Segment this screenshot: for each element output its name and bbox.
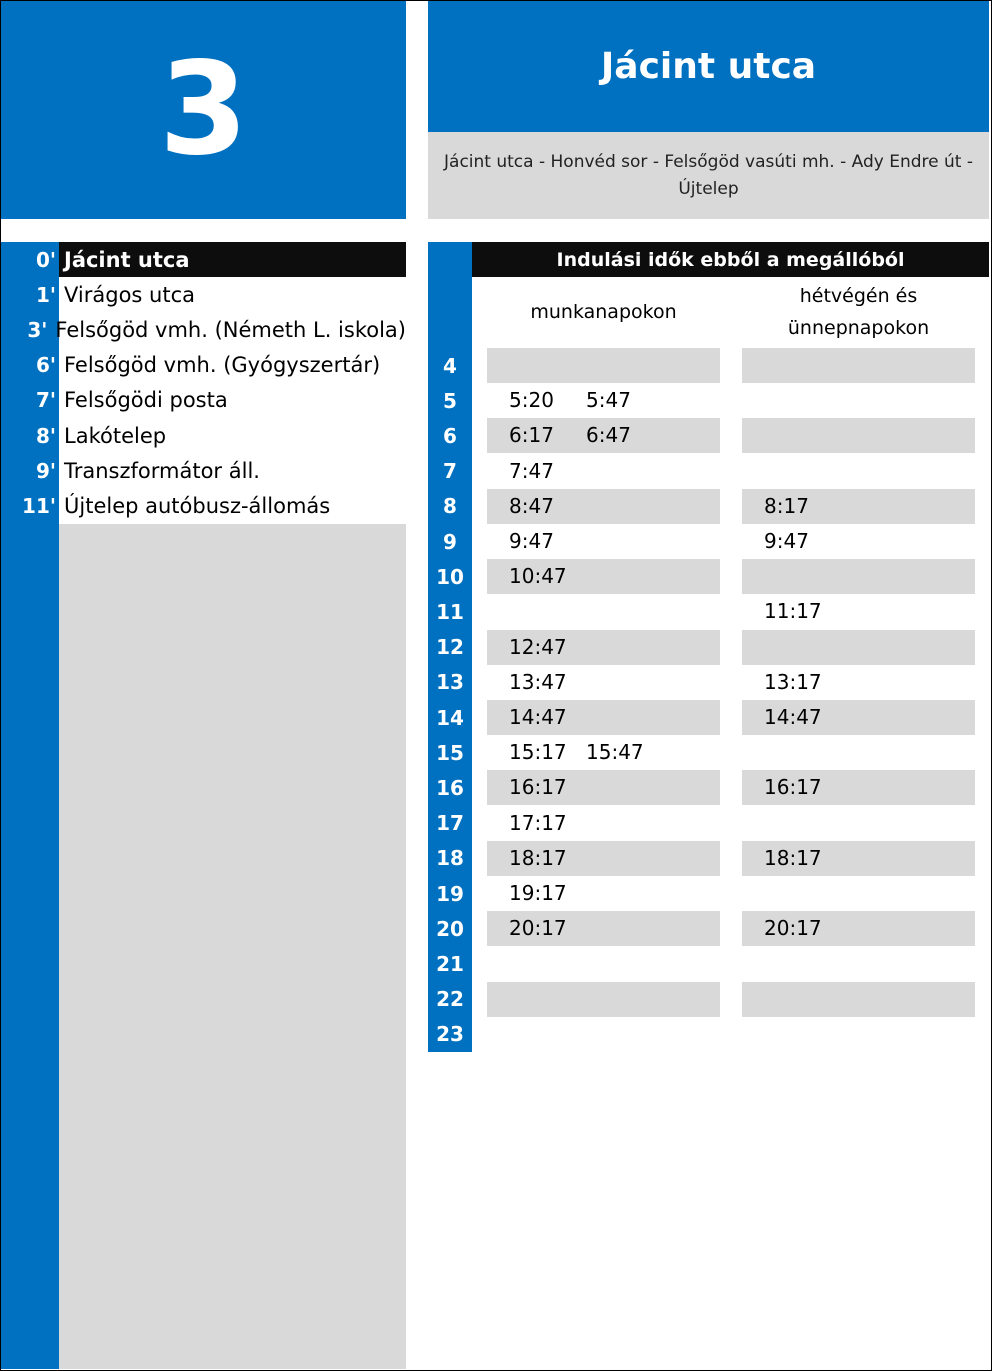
departure-time: 13:17	[764, 669, 822, 694]
weekend-cell	[742, 806, 975, 841]
hour-label: 17	[436, 811, 464, 836]
route-number: 3	[158, 35, 249, 184]
stop-minute: 8'	[35, 423, 56, 448]
stop-name: Jácint utca	[64, 247, 190, 272]
weekend-cell	[742, 559, 975, 594]
current-stop-row	[1, 242, 406, 277]
hour-label: 16	[436, 775, 464, 800]
departure-time: 8:17	[764, 493, 809, 518]
stop-minute: 6'	[35, 353, 56, 378]
stop-minute: 11'	[22, 493, 56, 518]
hour-row	[428, 594, 975, 629]
departure-time: 15:17	[509, 740, 567, 765]
hour-row	[428, 982, 975, 1017]
weekday-cell	[487, 982, 720, 1017]
weekend-cell	[742, 876, 975, 911]
departure-time: 17:17	[509, 810, 567, 835]
weekday-cell	[487, 594, 720, 629]
stop-row	[1, 348, 406, 383]
departure-time: 6:17	[509, 423, 554, 448]
hour-label: 20	[436, 916, 464, 941]
stop-minute: 9'	[35, 458, 56, 483]
weekday-cell	[487, 489, 720, 524]
weekend-cell	[742, 418, 975, 453]
weekend-column-header	[742, 277, 975, 347]
stop-name: Felsőgöd vmh. (Németh L. iskola)	[55, 317, 406, 342]
hour-label: 6	[443, 423, 457, 448]
weekend-cell	[742, 735, 975, 770]
stop-name: Újtelep autóbusz-állomás	[64, 493, 331, 518]
hour-row	[428, 348, 975, 383]
hour-row	[428, 911, 975, 946]
stop-minute: 1'	[35, 282, 56, 307]
weekend-cell	[742, 911, 975, 946]
weekend-cell	[742, 841, 975, 876]
stop-row	[1, 277, 406, 312]
hour-label: 15	[436, 740, 464, 765]
weekend-cell	[742, 1017, 975, 1052]
departure-time: 14:47	[509, 705, 567, 729]
hour-row	[428, 1017, 975, 1052]
departure-time: 12:47	[509, 634, 567, 659]
weekend-cell	[742, 982, 975, 1017]
hour-row	[428, 946, 975, 981]
departure-time: 16:17	[509, 775, 567, 800]
stop-row	[1, 418, 406, 453]
weekend-cell	[742, 348, 975, 383]
stop-name: Felsőgöd vmh. (Gyógyszertár)	[64, 353, 381, 378]
weekday-cell	[487, 524, 720, 559]
hour-row	[428, 735, 975, 770]
weekday-cell	[487, 946, 720, 981]
weekday-cell	[487, 559, 720, 594]
hour-label: 9	[443, 529, 457, 554]
hour-row	[428, 454, 975, 489]
weekday-cell	[487, 700, 720, 735]
weekday-cell	[487, 630, 720, 665]
hour-row	[428, 770, 975, 805]
departure-time: 11:17	[764, 599, 822, 624]
weekday-column-header	[487, 277, 720, 347]
hour-label: 13	[436, 670, 464, 695]
weekend-cell	[742, 594, 975, 629]
departure-time: 13:47	[509, 669, 567, 694]
departure-time: 8:47	[509, 493, 554, 518]
hour-label: 19	[436, 881, 464, 906]
hour-label: 5	[443, 388, 457, 413]
hour-row	[428, 489, 975, 524]
route-description: Jácint utca - Honvéd sor - Felsőgöd vasúti mh. - Ady Endre út - Újtelep	[444, 151, 973, 199]
weekend-cell	[742, 665, 975, 700]
weekday-cell	[487, 735, 720, 770]
hour-row	[428, 418, 975, 453]
weekend-cell	[742, 630, 975, 665]
stop-minute: 3'	[27, 317, 48, 342]
hour-label: 22	[436, 987, 464, 1012]
weekend-cell	[742, 700, 975, 735]
hour-label: 18	[436, 846, 464, 871]
stop-title-box	[428, 1, 989, 132]
stop-row	[1, 488, 406, 523]
departure-time: 20:17	[509, 916, 567, 941]
hour-row	[428, 876, 975, 911]
timetable-header	[472, 242, 989, 277]
departure-time: 5:47	[586, 388, 631, 413]
departure-time: 15:47	[586, 740, 644, 765]
stop-name: Virágos utca	[64, 282, 195, 307]
hour-label: 4	[443, 353, 457, 378]
timetable-header-label: Indulási idők ebből a megállóból	[556, 248, 905, 271]
hour-row	[428, 524, 975, 559]
departure-time: 7:47	[509, 458, 554, 483]
stop-minute: 7'	[35, 388, 56, 413]
departure-time: 6:47	[586, 423, 631, 448]
weekday-label: munkanapokon	[530, 301, 677, 323]
weekday-cell	[487, 383, 720, 418]
hour-row	[428, 559, 975, 594]
departure-time: 9:47	[509, 529, 554, 553]
stop-name: Transzformátor áll.	[64, 458, 260, 483]
departure-time: 16:17	[764, 775, 822, 800]
hour-row	[428, 630, 975, 665]
weekday-cell	[487, 770, 720, 805]
hour-label: 21	[436, 951, 464, 976]
hour-label: 10	[436, 564, 464, 589]
stop-minute: 0'	[35, 247, 56, 272]
departure-time: 19:17	[509, 881, 567, 905]
hour-row	[428, 383, 975, 418]
hour-row	[428, 806, 975, 841]
weekday-cell	[487, 665, 720, 700]
weekend-cell	[742, 454, 975, 489]
hour-label: 23	[436, 1022, 464, 1047]
weekday-cell	[487, 1017, 720, 1052]
hour-label: 14	[436, 705, 464, 730]
hour-row	[428, 700, 975, 735]
weekend-cell	[742, 489, 975, 524]
departure-time: 5:20	[509, 388, 554, 413]
departure-time: 9:47	[764, 529, 809, 553]
hour-row	[428, 665, 975, 700]
weekday-cell	[487, 911, 720, 946]
stop-name: Felsőgödi posta	[64, 388, 228, 413]
hour-label: 11	[436, 599, 464, 624]
stop-row	[1, 312, 406, 347]
hour-row	[428, 841, 975, 876]
weekend-label: hétvégén és ünnepnapokon	[787, 285, 930, 339]
weekday-cell	[487, 841, 720, 876]
departure-time: 18:17	[764, 845, 822, 870]
stop-list-filler	[59, 524, 406, 1369]
stop-row	[1, 383, 406, 418]
hour-label: 8	[443, 494, 457, 519]
stop-name: Lakótelep	[64, 423, 167, 448]
route-description-box	[428, 132, 989, 219]
stop-title: Jácint utca	[600, 46, 817, 87]
weekend-cell	[742, 770, 975, 805]
weekday-cell	[487, 806, 720, 841]
departure-time: 14:47	[764, 705, 822, 729]
stop-row	[1, 453, 406, 488]
weekend-cell	[742, 524, 975, 559]
route-number-box	[1, 1, 406, 219]
hour-label: 7	[443, 459, 457, 484]
weekend-cell	[742, 383, 975, 418]
departure-time: 10:47	[509, 564, 567, 589]
weekend-cell	[742, 946, 975, 981]
hour-label: 12	[436, 635, 464, 660]
weekday-cell	[487, 418, 720, 453]
weekday-cell	[487, 454, 720, 489]
departure-time: 18:17	[509, 845, 567, 870]
weekday-cell	[487, 876, 720, 911]
weekday-cell	[487, 348, 720, 383]
departure-time: 20:17	[764, 916, 822, 941]
